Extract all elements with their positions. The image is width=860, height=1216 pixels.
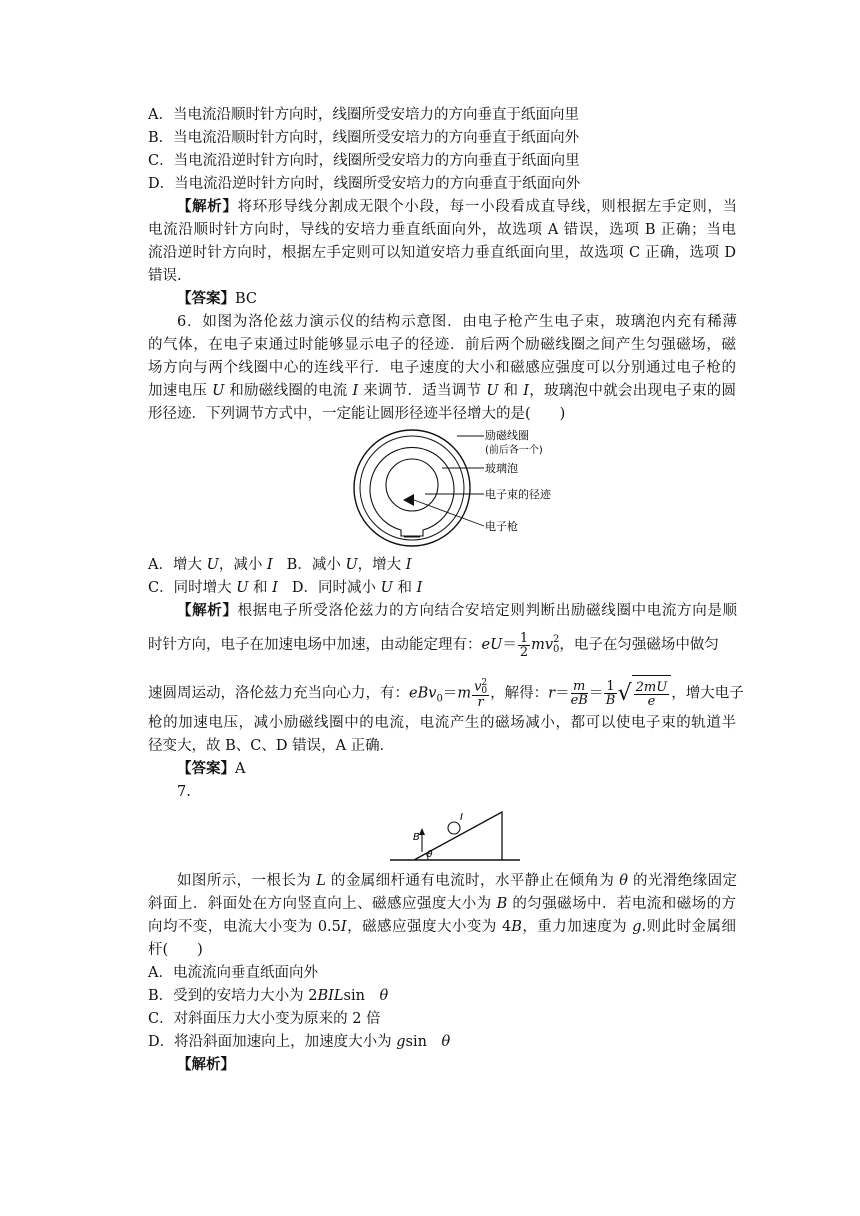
text: ，解得： — [490, 685, 549, 702]
var-u: U — [486, 383, 499, 399]
q7-option-a: A．电流流向垂直纸面向外 — [148, 965, 318, 981]
eq-sign: ＝ — [442, 685, 458, 702]
text: 的光滑绝缘固定 — [628, 873, 738, 889]
electron-gun-arrow — [403, 494, 414, 506]
var: m — [573, 679, 586, 694]
fraction-one-over-b — [604, 680, 616, 707]
var: θ — [441, 1034, 451, 1050]
label-b: B — [413, 832, 420, 843]
text: 向均不变，电流大小变为 0.5 — [148, 919, 341, 935]
text: C．同时增大 — [148, 580, 237, 596]
analysis-tag: 【解析】 — [177, 198, 238, 215]
q5-answer — [177, 288, 737, 310]
var: I — [405, 557, 412, 573]
eq-sign: ＝ — [588, 685, 604, 702]
var: g — [396, 1034, 406, 1050]
text: ，重力加速度为 — [521, 919, 633, 935]
numerator: 1 — [519, 630, 529, 646]
var: I — [272, 580, 278, 596]
numerator — [472, 679, 489, 696]
text: A．增大 — [148, 557, 207, 573]
radicand — [632, 675, 672, 712]
var: r — [477, 694, 484, 710]
fraction-one-half — [518, 632, 530, 659]
answer-tag: 【答案】 — [177, 290, 235, 307]
label-bulb: 玻璃泡 — [485, 462, 518, 475]
q6-analysis-line-5: 径变大，故 B、C、D 错误，A 正确． — [148, 738, 395, 754]
var: I — [416, 580, 423, 596]
var: 2mU — [635, 679, 668, 695]
var-u: U — [212, 383, 225, 399]
radical-sign-icon: √ — [617, 681, 632, 706]
var: BIL — [317, 988, 344, 1004]
text: 速圆周运动，洛伦兹力充当向心力，有： — [148, 685, 409, 702]
denominator — [604, 694, 616, 707]
text: ，减小 — [218, 557, 267, 573]
subscript: 0 — [481, 685, 488, 696]
field-arrow-head-icon — [419, 828, 425, 835]
text: 加速电压 — [148, 383, 213, 399]
q7-analysis-tag: 【解析】 — [177, 1056, 235, 1073]
var: θ — [619, 873, 629, 889]
label-coil: 励磁线圈 — [485, 429, 529, 442]
text: 如图所示，一根长为 — [177, 873, 317, 889]
var: θ — [379, 988, 389, 1004]
denominator — [472, 696, 489, 709]
text: ，玻璃泡中就会出现电子束的圆 — [528, 383, 737, 399]
denominator — [571, 694, 588, 707]
q5-analysis-line-2: 电流沿顺时针方向时，导线的安培力垂直纸面向外，故选项 A 错误，选项 B 正确；当电 — [148, 222, 736, 238]
q7-stem-line-3 — [148, 916, 736, 938]
q5-option-c: C．当电流沿逆时针方向时，线圈所受安培力的方向垂直于纸面向里 — [148, 153, 580, 169]
eq-sign: ＝ — [502, 637, 517, 653]
answer-tag: 【答案】 — [177, 760, 235, 777]
q5-option-a: A．当电流沿顺时针方向时，线圈所受安培力的方向垂直于纸面向里 — [148, 107, 579, 123]
lorentz-demonstrator-figure — [350, 428, 590, 550]
q5-option-d: D．当电流沿逆时针方向时，线圈所受安培力的方向垂直于纸面向外 — [148, 176, 581, 192]
var: v — [474, 679, 482, 694]
numerator — [634, 681, 670, 695]
fraction-2mu-over-e — [634, 681, 670, 708]
text: .则此时金属细 — [641, 919, 737, 935]
answer-value: BC — [235, 291, 258, 307]
superscript: 2 — [553, 634, 560, 645]
text: 和 — [248, 580, 273, 596]
text: sin — [405, 1034, 442, 1050]
var: U — [345, 557, 358, 573]
q7-number: 7. — [177, 784, 191, 800]
coil-inner-circle — [360, 436, 464, 540]
q6-analysis-line-1 — [177, 600, 737, 622]
numerator — [571, 680, 588, 694]
q6-stem-line-5: 形径迹．下列调节方式中，一定能让圆形径迹半径增大的是( ) — [148, 406, 566, 422]
label-gun: 电子枪 — [485, 520, 518, 533]
var: B — [511, 919, 522, 935]
answer-value: A — [235, 761, 246, 777]
label-i: I — [460, 812, 463, 823]
var: g — [632, 919, 642, 935]
text: D．同时减小 — [291, 580, 381, 596]
glass-bulb — [370, 447, 454, 536]
leader-line — [414, 500, 484, 526]
text: 的匀强磁场中．若电流和磁场的方 — [507, 896, 737, 912]
var: I — [266, 557, 273, 573]
q6-analysis-line-4: 枪的加速电压，减小励磁线圈中的电流，电流产生的磁场减小，都可以使电子束的轨道半 — [148, 715, 736, 731]
text: 时针方向，电子在加速电场中加速，由动能定理有： — [148, 637, 482, 653]
fraction-m-over-eb — [571, 680, 588, 707]
sub-sup — [481, 679, 487, 695]
metal-rod-cross-section — [448, 822, 460, 834]
eq-term: r — [548, 685, 556, 702]
eq-term: m — [457, 685, 472, 702]
label-coil-note: (前后各一个) — [485, 445, 543, 456]
text: 的金属细杆通有电流时，水平静止在倾角为 — [325, 873, 620, 889]
text: ，磁感应强度大小变为 4 — [346, 919, 512, 935]
text: B．减小 — [286, 557, 346, 573]
var-i: I — [523, 383, 529, 399]
q5-analysis-line-1 — [177, 196, 737, 218]
fraction-v-squared-over-r — [472, 679, 489, 709]
var: B — [605, 693, 616, 708]
square-root — [618, 675, 672, 712]
text: ，增大电子 — [671, 685, 744, 702]
denominator — [634, 695, 670, 708]
q5-analysis-line-3: 流沿逆时针方向时，根据左手定则可以知道安培力垂直纸面向里，故选项 C 正确，选项 D — [148, 245, 736, 261]
text: 和励磁线圈的电流 — [224, 383, 353, 399]
text: sin — [343, 988, 380, 1004]
q7-stem-line-4: 杆( ) — [148, 942, 203, 958]
subscript: 0 — [553, 644, 560, 655]
label-theta: θ — [427, 850, 433, 860]
q6-stem-line-2: 的气体，在电子束通过时能够显示电子的径迹．前后两个励磁线圈之间产生匀强磁场，磁 — [148, 337, 736, 353]
text: ，电子在匀强磁场中做匀 — [559, 637, 719, 653]
q6-analysis-line-2 — [148, 630, 736, 660]
superscript: 2 — [481, 677, 488, 688]
text: D．将沿斜面加速向上，加速度大小为 — [148, 1034, 397, 1050]
eq-term: mv — [531, 637, 554, 653]
q6-stem-line-4 — [148, 380, 736, 402]
analysis-text: 将环形导线分割成无限个小段，每一小段看成直导线，则根据左手定则，当 — [237, 199, 738, 215]
text: 和 — [498, 383, 524, 399]
var: I — [340, 919, 347, 935]
numerator: 1 — [606, 679, 615, 694]
var: B — [496, 896, 508, 912]
var: L — [316, 873, 326, 889]
analysis-text: 根据电子所受洛伦兹力的方向结合安培定则判断出励磁线圈中电流方向是顺 — [237, 603, 738, 619]
q7-stem-line-1 — [177, 870, 737, 892]
text: B．受到的安培力大小为 2 — [148, 988, 318, 1004]
q6-stem-line-3: 场方向与两个线圈中心的连线平行．电子速度的大小和磁感应强度可以分别通过电子枪的 — [148, 360, 736, 376]
q7-option-c: C．对斜面压力大小变为原来的 2 倍 — [148, 1011, 381, 1027]
var: U — [206, 557, 219, 573]
q7-stem-line-2 — [148, 893, 736, 915]
q7-option-d — [148, 1031, 736, 1053]
var: U — [236, 580, 249, 596]
label-track: 电子束的径迹 — [485, 488, 551, 501]
q5-analysis-line-4: 错误. — [148, 268, 182, 284]
text: 和 — [392, 580, 417, 596]
text: ，增大 — [357, 557, 406, 573]
q6-options-cd — [148, 577, 736, 599]
eq-sign: ＝ — [555, 685, 570, 702]
analysis-tag: 【解析】 — [177, 602, 238, 619]
denominator: 2 — [519, 644, 529, 660]
q7-option-b — [148, 985, 736, 1007]
text: 来调节．适当调节 — [358, 383, 487, 399]
text: 斜面上．斜面处在方向竖直向上、磁感应强度大小为 — [148, 896, 497, 912]
q6-answer — [177, 758, 737, 780]
q5-option-b: B．当电流沿顺时针方向时，线圈所受安培力的方向垂直于纸面向外 — [148, 130, 580, 146]
var: eB — [570, 693, 588, 708]
var: U — [380, 580, 393, 596]
q6-stem-line-1: 6．如图为洛伦兹力演示仪的结构示意图．由电子枪产生电子束，玻璃泡内充有稀薄 — [177, 314, 737, 330]
eq-term: eBv — [409, 685, 437, 702]
var: e — [647, 693, 656, 709]
eq-term: eU — [481, 637, 503, 653]
q6-options-ab — [148, 554, 736, 576]
incline-figure — [388, 806, 522, 864]
var-i: I — [352, 383, 359, 399]
subscript: 0 — [436, 693, 443, 705]
